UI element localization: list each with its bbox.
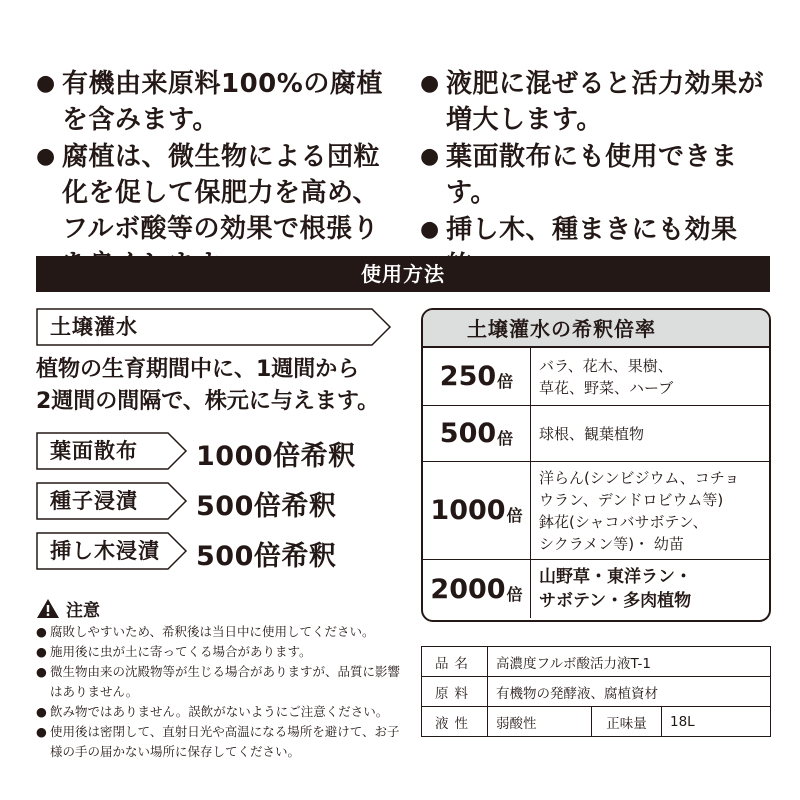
spec-value: 弱酸性 bbox=[488, 707, 592, 737]
usage-section-title: 使用方法 bbox=[36, 256, 770, 292]
method-value: 500倍希釈 bbox=[196, 541, 337, 572]
dilution-plants: 洋らん(シンビジウム、コチョ ウラン、デンドロビウム等) 鉢花(シャコバサボテン、 シクラメン等)・ 幼苗 bbox=[539, 468, 740, 553]
spec-label: 液性 bbox=[422, 707, 488, 737]
soil-watering-description bbox=[36, 354, 406, 418]
method-label: 挿し木浸漬 bbox=[50, 539, 160, 563]
table-row bbox=[423, 348, 769, 406]
feature-text: 液肥に混ぜると活力効果が増大します。 bbox=[446, 69, 765, 135]
feature-item bbox=[420, 66, 780, 138]
soil-desc-line: 2週間の間隔で、株元に与えます。 bbox=[36, 389, 380, 414]
spec-value: 有機物の発酵液、腐植資材 bbox=[488, 677, 771, 707]
dilution-plants: 山野草・東洋ラン・ サボテン・多肉植物 bbox=[539, 567, 692, 611]
dilution-table-title: 土壌灌水の希釈倍率 bbox=[423, 310, 769, 348]
list-item: ● 施用後に虫が土に寄ってくる場合があります。 bbox=[36, 644, 312, 659]
feature-text: 葉面散布にも使用できます。 bbox=[446, 142, 738, 208]
dilution-table bbox=[421, 308, 771, 622]
product-spec-table bbox=[421, 646, 771, 737]
dilution-rate: 250 倍 bbox=[423, 348, 531, 405]
feature-text: 有機由来原料100%の腐植を含みます。 bbox=[62, 69, 383, 135]
list-item: ● 腐敗しやすいため、希釈後は当日中に使用してください。 bbox=[36, 624, 375, 639]
table-row bbox=[423, 406, 769, 462]
caution-title: 注意 bbox=[66, 601, 100, 621]
bullet-dot-icon: ● bbox=[36, 144, 56, 169]
method-tag-foliar bbox=[36, 432, 188, 470]
dilution-plants: 球根、観葉植物 bbox=[539, 424, 645, 443]
dilution-rate: 2000 倍 bbox=[423, 560, 531, 618]
bullet-dot-icon: ● bbox=[420, 217, 440, 242]
dilution-rate: 1000 倍 bbox=[423, 462, 531, 559]
list-item: ● 使用後は密閉して、直射日光や高温になる場所を避けて、お子様の手の届かない場所に保存してください。 bbox=[36, 724, 400, 759]
spec-label: 正味量 bbox=[592, 707, 662, 737]
method-tag-cutting bbox=[36, 532, 188, 570]
spec-label: 原料 bbox=[422, 677, 488, 707]
table-row bbox=[423, 560, 769, 618]
soil-desc-line: 植物の生育期間中に、1週間から bbox=[36, 357, 360, 382]
dilution-plants: バラ、花木、果樹、 草花、野菜、ハーブ bbox=[539, 356, 674, 397]
method-tag-seed bbox=[36, 482, 188, 520]
table-row bbox=[422, 707, 771, 737]
table-row bbox=[422, 677, 771, 707]
warning-icon bbox=[36, 598, 60, 619]
method-label: 種子浸漬 bbox=[50, 489, 138, 513]
feature-item bbox=[36, 66, 386, 138]
feature-text: 挿し木、種まきにも効果 bbox=[446, 215, 738, 245]
bullet-dot-icon: ● bbox=[420, 71, 440, 96]
list-item: ● 微生物由来の沈殿物等が生じる場合がありますが、品質に影響はありません。 bbox=[36, 664, 401, 699]
feature-text: 腐植は、微生物による団粒化を促して保肥力を高め、フルボ酸等の効果で根張り bbox=[62, 142, 381, 244]
dilution-rate: 500 倍 bbox=[423, 406, 531, 461]
soil-watering-tag bbox=[36, 308, 392, 346]
method-value: 500倍希釈 bbox=[196, 491, 337, 522]
method-label: 葉面散布 bbox=[50, 439, 138, 463]
spec-value: 18L bbox=[662, 707, 771, 737]
features-left bbox=[36, 66, 386, 284]
method-value: 1000倍希釈 bbox=[196, 441, 356, 472]
caution-list bbox=[36, 622, 408, 762]
spec-label: 品名 bbox=[422, 647, 488, 677]
bullet-dot-icon: ● bbox=[36, 71, 56, 96]
spec-value: 高濃度フルボ酸活力液T-1 bbox=[488, 647, 771, 677]
features-right bbox=[420, 66, 780, 285]
table-row bbox=[423, 462, 769, 560]
caution-heading bbox=[36, 596, 100, 621]
bullet-dot-icon: ● bbox=[420, 144, 440, 169]
soil-watering-label: 土壌灌水 bbox=[50, 315, 138, 339]
feature-item bbox=[420, 139, 780, 211]
table-row bbox=[422, 647, 771, 677]
list-item: ● 飲み物ではありません。誤飲がないようにご注意ください。 bbox=[36, 704, 389, 719]
